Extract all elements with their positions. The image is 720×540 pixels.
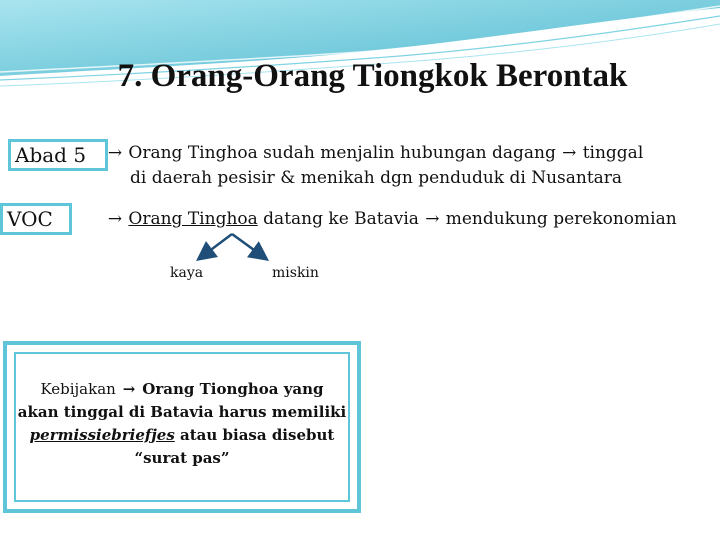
right-arrow-icon: →	[107, 143, 123, 163]
right-arrow-icon: →	[425, 209, 440, 229]
row-abad-text-end: tinggal	[582, 143, 644, 163]
policy-text-1: Orang Tionghoa yang	[142, 380, 324, 398]
row-abad-line-2: di daerah pesisir & menikah dgn penduduk di Nusantara	[130, 168, 623, 188]
policy-prefix: Kebijakan	[40, 380, 116, 398]
branch-miskin: miskin	[272, 265, 319, 281]
policy-text-4: “surat pas”	[134, 449, 230, 467]
right-arrow-icon: →	[107, 209, 123, 229]
policy-text	[7, 378, 357, 470]
right-arrow-icon: →	[122, 380, 136, 398]
policy-text-3: atau biasa disebut	[180, 426, 335, 444]
policy-term: permissiebriefjes	[29, 426, 175, 444]
slide-title: 7. Orang-Orang Tiongkok Berontak	[117, 58, 628, 94]
voc-end: mendukung perekonomian	[445, 209, 677, 229]
label-voc: VOC	[0, 203, 72, 235]
policy-box	[3, 341, 361, 513]
row-abad-text: Orang Tinghoa sudah menjalin hubungan dagang	[128, 143, 556, 163]
policy-text-2: akan tinggal di Batavia harus memiliki	[17, 403, 347, 421]
row-abad-line-1	[107, 142, 643, 164]
voc-subject: Orang Tinghoa	[128, 209, 258, 229]
label-abad-5: Abad 5	[8, 139, 108, 171]
voc-middle: datang ke Batavia	[263, 209, 419, 229]
row-voc-line	[107, 208, 677, 230]
right-arrow-icon: →	[562, 143, 577, 163]
branch-kaya: kaya	[170, 265, 204, 281]
